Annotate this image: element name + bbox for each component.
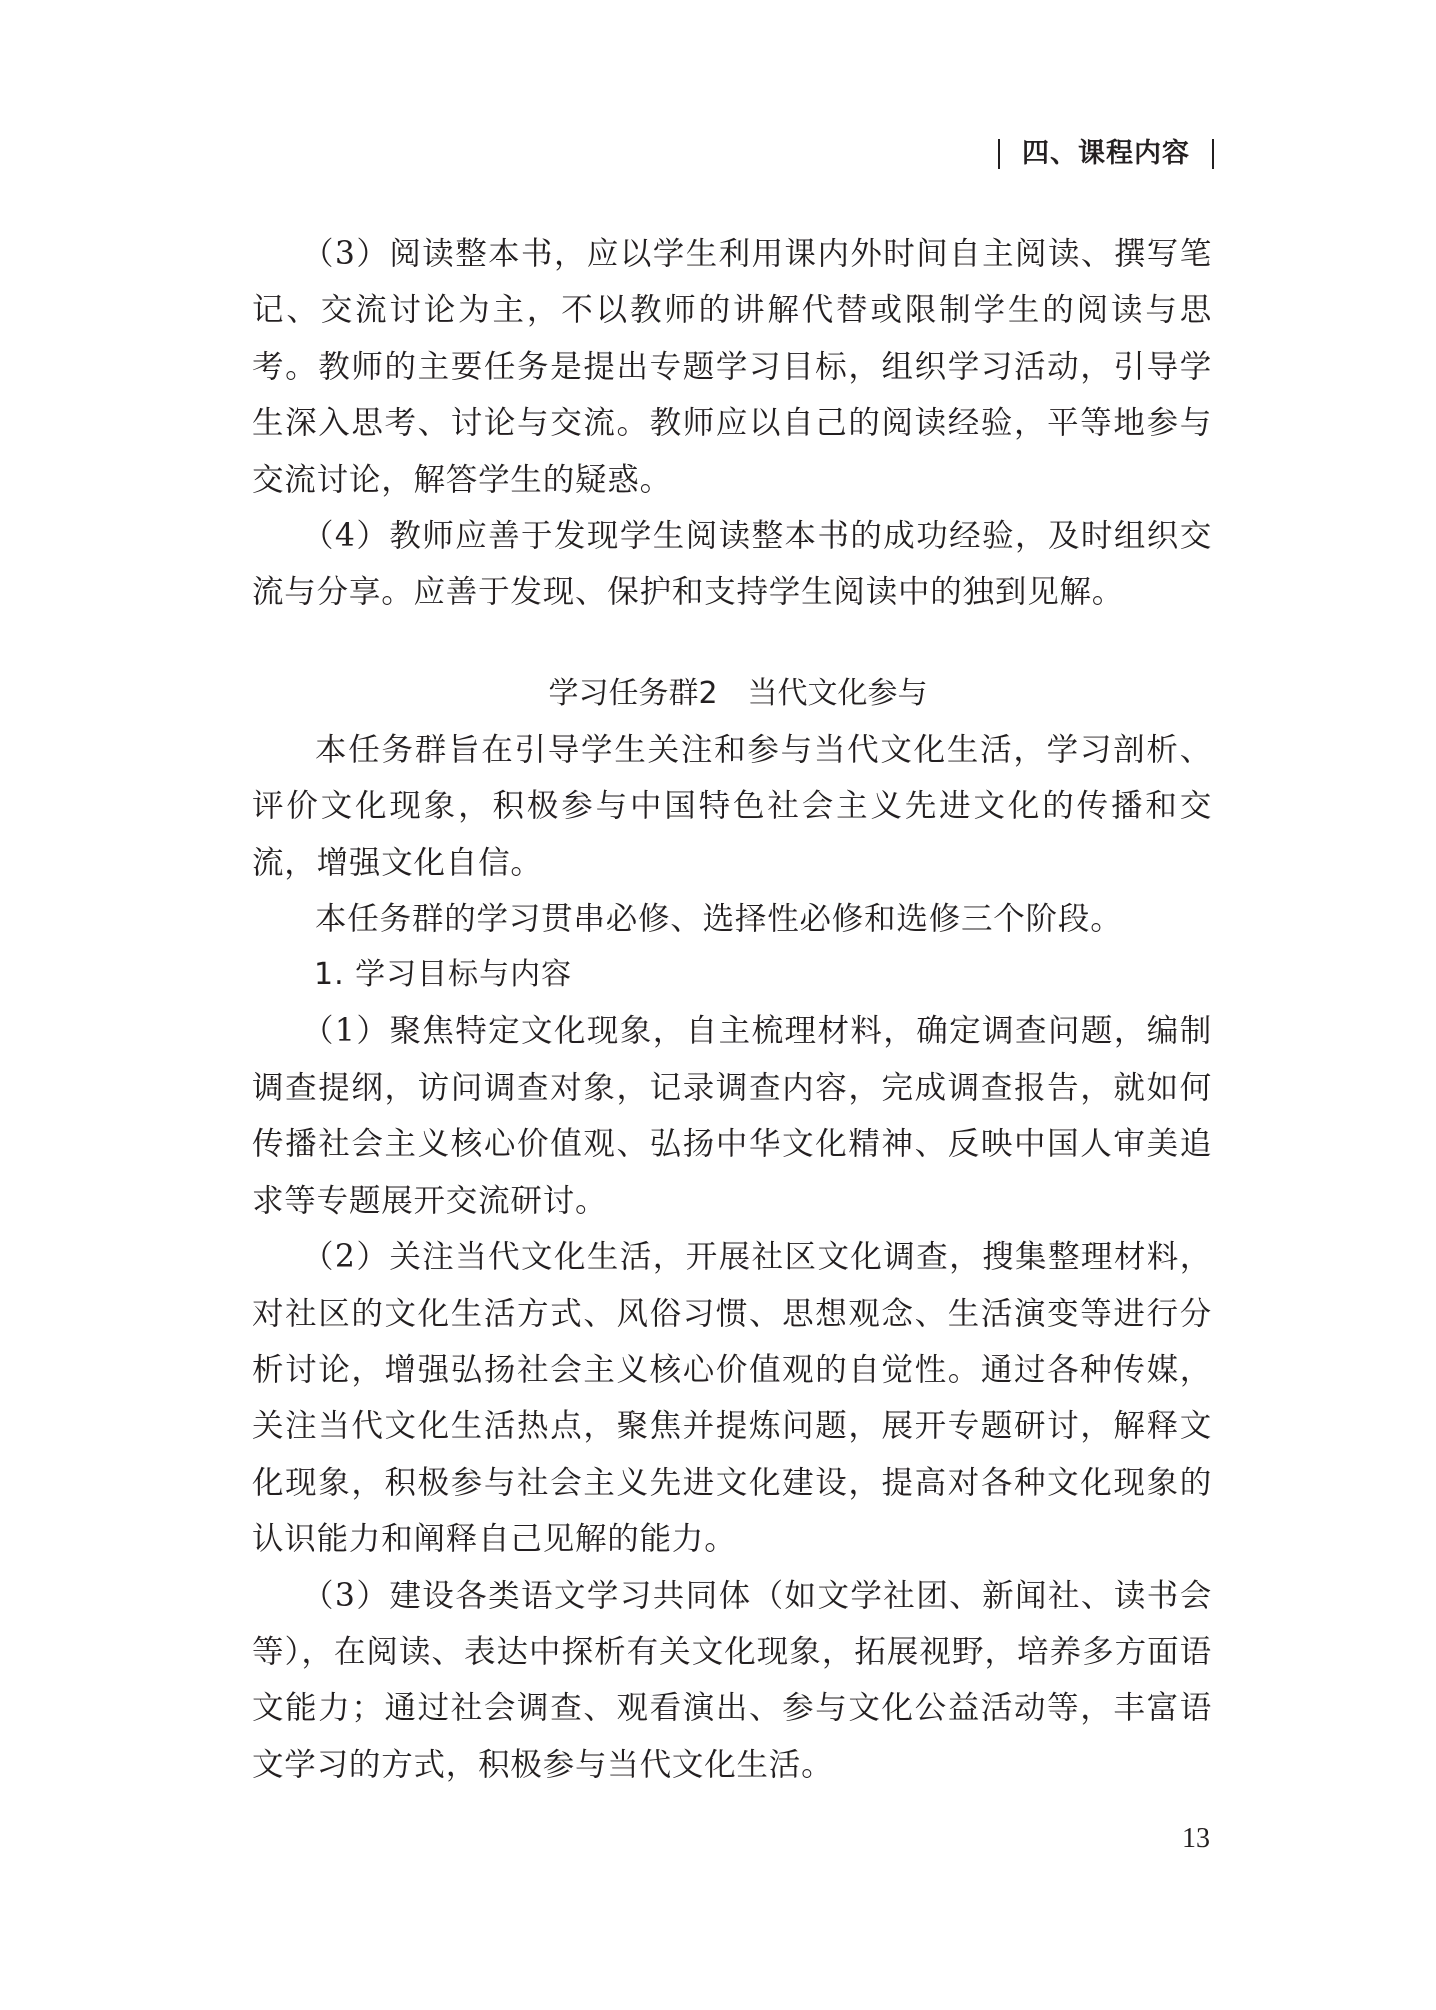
- section-heading-goals-content: 1. 学习目标与内容: [314, 957, 573, 993]
- header-divider-right: [1212, 139, 1214, 169]
- page-number: 13: [1182, 1823, 1210, 1854]
- goal-item-1: （1）聚焦特定文化现象，自主梳理材料，确定调查问题，编制调查提纲，访问调查对象，记录调查内容，完成调查报告，就如何传播社会主义核心价值观、弘扬中华文化精神、反映中国人审美追求等专题展开交流研讨。: [252, 1013, 1212, 1219]
- task-group-title: 学习任务群2 当代文化参与: [548, 675, 928, 711]
- page-body: [252, 226, 1212, 1793]
- goal-item-3: （3）建设各类语文学习共同体（如文学社团、新闻社、读书会等），在阅读、表达中探析有关文化现象，拓展视野，培养多方面语文能力；通过社会调查、观看演出、参与文化公益活动等，丰富语文学习的方式，积极参与当代文化生活。: [252, 1577, 1212, 1783]
- section-spacer: [252, 621, 1212, 666]
- header-section-title: 四、课程内容: [1022, 138, 1190, 169]
- task-group-intro-paragraph: 本任务群旨在引导学生关注和参与当代文化生活，学习剖析、评价文化现象，积极参与中国特色社会主义先进文化的传播和交流，增强文化自信。: [252, 731, 1212, 881]
- running-header: [998, 136, 1214, 172]
- paragraph-reading-whole-book-3: （3）阅读整本书，应以学生利用课内外时间自主阅读、撰写笔记、交流讨论为主，不以教师的讲解代替或限制学生的阅读与思考。教师的主要任务是提出专题学习目标，组织学习活动，引导学生深入思考、讨论与交流。教师应以自己的阅读经验，平等地参与交流讨论，解答学生的疑惑。: [252, 236, 1212, 498]
- paragraph-reading-whole-book-4: （4）教师应善于发现学生阅读整本书的成功经验，及时组织交流与分享。应善于发现、保护和支持学生阅读中的独到见解。: [252, 518, 1212, 611]
- goal-item-2: （2）关注当代文化生活，开展社区文化调查，搜集整理材料，对社区的文化生活方式、风俗习惯、思想观念、生活演变等进行分析讨论，增强弘扬社会主义核心价值观的自觉性。通过各种传媒，关注当代文化生活热点，聚焦并提炼问题，展开专题研讨，解释文化现象，积极参与社会主义先进文化建设，提高对各种文化现象的认识能力和阐释自己见解的能力。: [252, 1239, 1212, 1558]
- task-group-stages-paragraph: 本任务群的学习贯串必修、选择性必修和选修三个阶段。: [315, 901, 1123, 938]
